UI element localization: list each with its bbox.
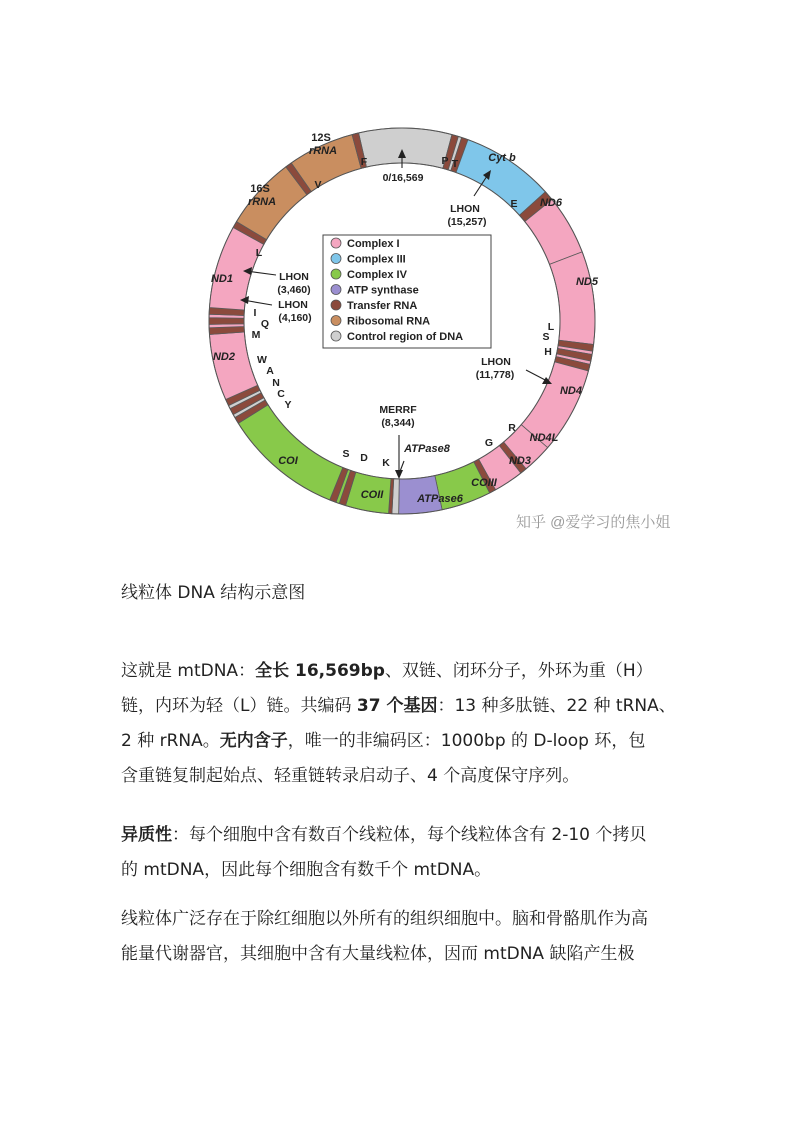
legend-swatch	[331, 331, 341, 341]
bold-text: 无内含子	[219, 731, 288, 751]
text: 2 种 rRNA。	[121, 731, 220, 751]
atpase8-label: ATPase8	[404, 443, 450, 455]
legend-swatch	[331, 238, 341, 248]
text-line	[121, 689, 681, 724]
text-line	[121, 654, 681, 689]
legend-label: ATP synthase	[347, 284, 419, 297]
lhon-11778-label: LHON	[481, 356, 511, 368]
trna-label: T	[451, 158, 459, 170]
nd5-label: ND5	[575, 276, 599, 288]
lhon-3460-position: (3,460)	[277, 284, 311, 296]
text-line	[121, 818, 681, 853]
trna-label: K	[382, 457, 390, 469]
rrna12s-label-2: rRNA	[308, 145, 338, 157]
lhon-4160-position: (4,160)	[278, 312, 312, 324]
trna-label: L	[255, 247, 263, 259]
coii-label: COII	[360, 489, 384, 501]
mtdna-diagram	[0, 0, 793, 560]
trna-label: N	[272, 377, 280, 389]
text-line	[121, 724, 681, 759]
bold-text: 全长 16,569bp	[255, 661, 385, 681]
trna-label: C	[277, 388, 285, 400]
legend-label: Complex IV	[347, 269, 407, 281]
atpase6-label: ATPase6	[417, 493, 463, 505]
legend-label: Control region of DNA	[347, 331, 464, 343]
legend-label: Transfer RNA	[347, 300, 418, 312]
lhon-15257-label: LHON	[450, 203, 480, 215]
legend-label: Complex III	[347, 253, 406, 266]
bold-text: 异质性	[121, 825, 172, 845]
control-region	[359, 128, 452, 168]
lhon-11778-position: (11,778)	[475, 369, 515, 381]
origin-label: 0/16,569	[382, 172, 424, 184]
legend-swatch	[331, 254, 341, 264]
trna-label: I	[253, 307, 257, 319]
trna-label: S	[342, 448, 350, 460]
text: 、双链、闭环分子，外环为重（H）	[384, 661, 653, 681]
watermark: 知乎 @爱学习的焦小姐	[516, 514, 671, 531]
merrf-label: MERRF	[379, 404, 417, 416]
rrna16s-label: 16S	[250, 183, 270, 195]
legend-label: Ribosomal RNA	[347, 315, 431, 328]
figure-caption: 线粒体 DNA 结构示意图	[121, 583, 306, 603]
nd4l-label: ND4L	[529, 432, 559, 444]
lhon-3460-label: LHON	[279, 271, 309, 283]
legend	[323, 235, 491, 348]
text-line: 线粒体广泛存在于除红细胞以外所有的组织细胞中。脑和骨骼肌作为高	[121, 909, 648, 929]
text: ：13 种多肽链、22 种 tRNA、	[437, 696, 676, 716]
legend-swatch	[331, 269, 341, 279]
text: ：每个细胞中含有数百个线粒体，每个线粒体含有 2-10 个拷贝	[172, 825, 647, 845]
bold-text: 37 个基因	[356, 696, 438, 716]
trna-label: L	[547, 321, 555, 333]
cytb-label: Cyt b	[488, 152, 516, 164]
rrna16s-label-2: rRNA	[247, 196, 277, 208]
trna-label: S	[542, 331, 550, 343]
paragraph-distribution	[121, 902, 681, 972]
lhon-15257-position: (15,257)	[447, 216, 487, 228]
trna-label: V	[314, 179, 322, 191]
legend-swatch	[331, 316, 341, 326]
trna-label: D	[360, 452, 368, 464]
trna-label: H	[544, 346, 552, 358]
legend-swatch	[331, 300, 341, 310]
nd3-label: ND3	[508, 455, 532, 467]
coiii-label: COIII	[471, 477, 497, 489]
text-line: 能量代谢器官，其细胞中含有大量线粒体，因而 mtDNA 缺陷产生极	[121, 944, 635, 964]
trna-label: Q	[260, 318, 270, 330]
legend-swatch	[331, 285, 341, 295]
trna-label: M	[251, 329, 261, 341]
trna-segment	[209, 318, 244, 325]
paragraph-mtdna-overview	[121, 654, 681, 794]
trna-label: G	[484, 437, 494, 449]
lhon-4160-label: LHON	[278, 299, 308, 311]
nd6-label: ND6	[539, 197, 563, 209]
arrow-head	[395, 470, 403, 479]
trna-label: P	[441, 155, 449, 167]
text-line: 的 mtDNA，因此每个细胞含有数千个 mtDNA。	[121, 860, 492, 880]
nd5-segment	[547, 252, 595, 345]
trna-label: R	[508, 422, 516, 434]
paragraph-heteroplasmy	[121, 818, 681, 888]
trna-label: A	[266, 365, 274, 377]
trna-label: W	[257, 354, 267, 366]
nd4-label: ND4	[559, 385, 583, 397]
nd2-label: ND2	[212, 351, 236, 363]
coi-segment	[238, 405, 342, 500]
rrna12s-label: 12S	[311, 132, 331, 144]
text: ，唯一的非编码区：1000bp 的 D-loop 环，包	[287, 731, 646, 751]
text: 链，内环为轻（L）链。共编码	[121, 696, 357, 716]
trna-label: Y	[284, 399, 292, 411]
nd1-label: ND1	[210, 273, 234, 285]
legend-label: Complex I	[347, 238, 400, 250]
trna-label: E	[510, 198, 518, 210]
trna-label: F	[360, 156, 368, 168]
text-line: 含重链复制起始点、轻重链转录启动子、4 个高度保守序列。	[121, 766, 580, 786]
merrf-position: (8,344)	[381, 417, 415, 429]
coi-label: COI	[278, 455, 298, 467]
text: 这就是 mtDNA：	[121, 661, 256, 681]
